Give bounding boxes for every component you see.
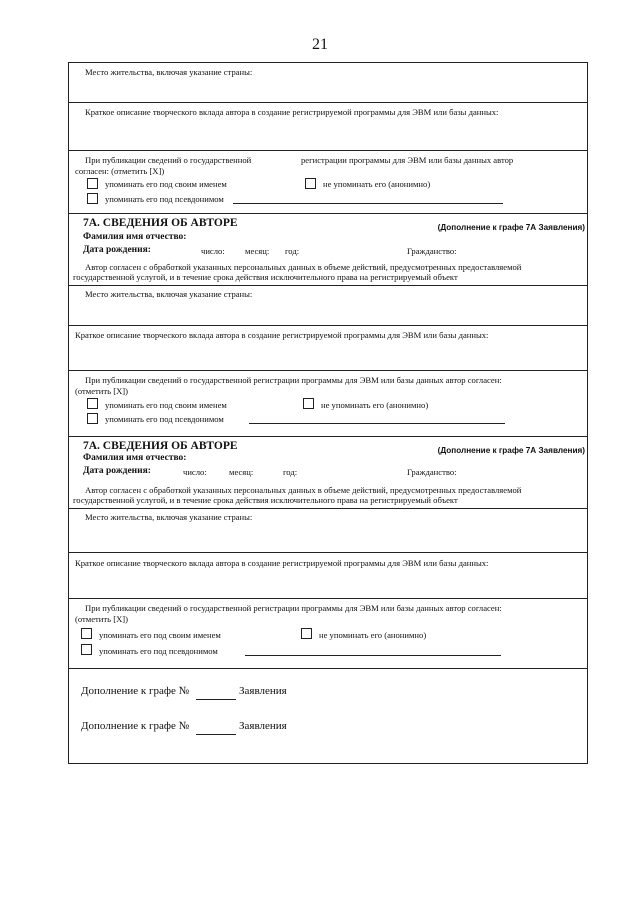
- checkbox-pseudonym[interactable]: [87, 413, 98, 424]
- citizenship-label: Гражданство:: [407, 246, 457, 256]
- residence-label: Место жительства, включая указание страны:: [85, 67, 253, 77]
- month-label: месяц:: [229, 467, 254, 477]
- year-label: год:: [285, 246, 300, 256]
- checkbox-pseudonym[interactable]: [87, 193, 98, 204]
- option-anonymous: не упоминать его (анонимно): [321, 400, 429, 410]
- author-section-1: [69, 214, 587, 286]
- residence-section-3: [69, 509, 587, 553]
- residence-label: Место жительства, включая указание страны:: [85, 512, 253, 522]
- author-form: [68, 62, 588, 764]
- option-own-name: упоминать его под своим именем: [105, 400, 227, 410]
- option-pseudonym: упоминать его под псевдонимом: [105, 414, 224, 424]
- supplement-note: (Дополнение к графе 7А Заявления): [437, 446, 585, 455]
- addendum-suffix: Заявления: [239, 685, 287, 697]
- publication-text: При публикации сведений о государственной регистрации программы для ЭВМ или базы данных автор согласен:: [85, 603, 502, 613]
- residence-section: [69, 63, 587, 103]
- checkbox-own-name[interactable]: [81, 628, 92, 639]
- addendum-number-field[interactable]: [196, 734, 236, 735]
- month-label: месяц:: [245, 246, 270, 256]
- day-label: число:: [183, 467, 207, 477]
- contribution-section-2: [69, 326, 587, 371]
- consent-line-1: Автор согласен с обработкой указанных персональных данных в объеме действий, предусмотренных предоставляемой: [85, 262, 522, 272]
- page-number: 21: [312, 36, 328, 53]
- day-label: число:: [201, 246, 225, 256]
- option-own-name: упоминать его под своим именем: [99, 630, 221, 640]
- supplement-note: (Дополнение к графе 7А Заявления): [437, 223, 585, 232]
- pseudonym-field[interactable]: [245, 655, 501, 656]
- checkbox-anonymous[interactable]: [301, 628, 312, 639]
- checkbox-pseudonym[interactable]: [81, 644, 92, 655]
- checkbox-anonymous[interactable]: [305, 178, 316, 189]
- year-label: год:: [283, 467, 298, 477]
- residence-label: Место жительства, включая указание страны:: [85, 289, 253, 299]
- publication-section-3: [69, 599, 587, 669]
- option-pseudonym: упоминать его под псевдонимом: [99, 646, 218, 656]
- addendum-section: [69, 669, 587, 763]
- publication-section-2: [69, 371, 587, 437]
- publication-mark-hint: (отметить [X]): [75, 614, 129, 624]
- pseudonym-field[interactable]: [249, 423, 505, 424]
- checkbox-anonymous[interactable]: [303, 398, 314, 409]
- contribution-label: Краткое описание творческого вклада автора в создание регистрируемой программы для ЭВМ или базы данных:: [75, 330, 489, 340]
- option-anonymous: не упоминать его (анонимно): [323, 179, 431, 189]
- consent-line-1: Автор согласен с обработкой указанных персональных данных в объеме действий, предусмотренных предоставляемой: [85, 485, 522, 495]
- publication-section: [69, 151, 587, 214]
- consent-line-2: государственной услугой, и в течение срока действия исключительного права на регистрируемый объект: [73, 495, 458, 505]
- addendum-number-field[interactable]: [196, 699, 236, 700]
- option-pseudonym: упоминать его под псевдонимом: [105, 194, 224, 204]
- author-heading: 7А. СВЕДЕНИЯ ОБ АВТОРЕ: [83, 217, 238, 229]
- publication-text-a: При публикации сведений о государственной: [85, 155, 252, 165]
- publication-mark-hint: согласен: (отметить [X]): [75, 166, 165, 176]
- contribution-section-3: [69, 553, 587, 599]
- checkbox-own-name[interactable]: [87, 398, 98, 409]
- citizenship-label: Гражданство:: [407, 467, 457, 477]
- publication-text: При публикации сведений о государственной регистрации программы для ЭВМ или базы данных автор согласен:: [85, 375, 502, 385]
- addendum-prefix: Дополнение к графе №: [81, 720, 190, 732]
- addendum-suffix: Заявления: [239, 720, 287, 732]
- dob-label: Дата рождения:: [83, 245, 151, 255]
- name-label: Фамилия имя отчество:: [83, 453, 187, 463]
- name-label: Фамилия имя отчество:: [83, 232, 187, 242]
- author-heading: 7А. СВЕДЕНИЯ ОБ АВТОРЕ: [83, 440, 238, 452]
- publication-text-b: регистрации программы для ЭВМ или базы данных автор: [301, 155, 514, 165]
- addendum-prefix: Дополнение к графе №: [81, 685, 190, 697]
- contribution-label: Краткое описание творческого вклада автора в создание регистрируемой программы для ЭВМ или базы данных:: [85, 107, 499, 117]
- pseudonym-field[interactable]: [233, 203, 503, 204]
- checkbox-own-name[interactable]: [87, 178, 98, 189]
- contribution-section: [69, 103, 587, 151]
- author-section-2: [69, 437, 587, 509]
- residence-section-2: [69, 286, 587, 326]
- publication-mark-hint: (отметить [X]): [75, 386, 129, 396]
- consent-line-2: государственной услугой, и в течение срока действия исключительного права на регистрируемый объект: [73, 272, 458, 282]
- dob-label: Дата рождения:: [83, 466, 151, 476]
- option-anonymous: не упоминать его (анонимно): [319, 630, 427, 640]
- contribution-label: Краткое описание творческого вклада автора в создание регистрируемой программы для ЭВМ или базы данных:: [75, 558, 489, 568]
- option-own-name: упоминать его под своим именем: [105, 179, 227, 189]
